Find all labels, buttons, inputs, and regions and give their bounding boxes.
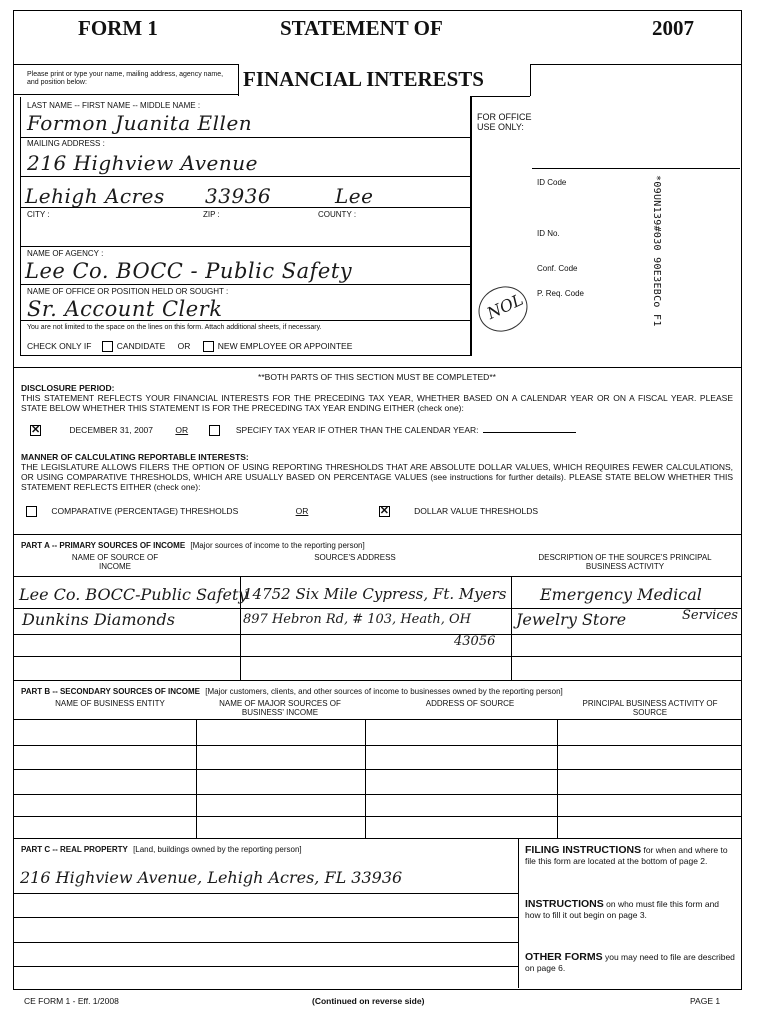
nol-stamp-text: NOL (483, 289, 527, 324)
december-checkbox[interactable] (30, 425, 41, 436)
filing-instructions (525, 845, 735, 866)
vertical-code (648, 175, 664, 350)
city-field[interactable]: Lehigh Acres (25, 184, 165, 208)
part-b-col2: NAME OF MAJOR SOURCES OF BUSINESS' INCOME (219, 699, 341, 717)
instructions-text: on who must file this form and how to fill it out begin on page 3. (525, 899, 720, 920)
zip-field[interactable]: 33936 (205, 184, 272, 208)
part-a-row1-address[interactable]: 14752 Six Mile Cypress, Ft. Myers (243, 585, 507, 603)
instructions-block (525, 899, 735, 920)
manner-options (26, 506, 538, 517)
other-forms-text: you may need to file are described on page 6. (525, 952, 735, 973)
office-use-label: FOR OFFICE USE ONLY: (477, 112, 532, 132)
manner-text: THE LEGISLATURE ALLOWS FILERS THE OPTION OF USING REPORTING THRESHOLDS THAT ARE ABSOLUTE DOLLAR VALUES, WHICH REQUIRES FEWER CALCULATIONS, OR USING COMPARATIVE THRESHOLDS, WHICH ARE USUALLY BASED ON PERCENTAGE VALUES (see instructions for further details). PLEASE STATE BELOW WHETHER THIS STATEMENT REFLECTS EITHER (check one): (21, 462, 733, 492)
id-no-label: ID No. (537, 229, 560, 238)
dollar-option: DOLLAR VALUE THRESHOLDS (414, 506, 539, 516)
comparative-checkbox[interactable] (26, 506, 37, 517)
footer-form-id: CE FORM 1 - Eff. 1/2008 (24, 996, 119, 1006)
county-field[interactable]: Lee (335, 184, 374, 208)
period-text: THIS STATEMENT REFLECTS YOUR FINANCIAL INTERESTS FOR THE PRECEDING TAX YEAR, WHETHER BASED ON A CALENDAR YEAR OR ON A FISCAL YEAR. PLEASE STATE BELOW WHETHER THIS STATEMENT IS FOR THE PRECEDING TAX YEAR ENDING EITHER (check one): (21, 393, 733, 413)
form-year: 2007 (652, 16, 694, 40)
new-employee-label: NEW EMPLOYEE OR APPOINTEE (217, 341, 353, 351)
part-c-row1[interactable]: 216 Highview Avenue, Lehigh Acres, FL 33936 (20, 868, 403, 887)
other-year-option: SPECIFY TAX YEAR IF OTHER THAN THE CALENDAR YEAR: (235, 425, 479, 435)
part-b-col1: NAME OF BUSINESS ENTITY (55, 699, 165, 708)
manner-or: OR (295, 506, 309, 516)
part-a-subheading: [Major sources of income to the reporting person] (190, 541, 365, 550)
agency-field[interactable]: Lee Co. BOCC - Public Safety (25, 259, 353, 283)
period-heading: DISCLOSURE PERIOD: (21, 383, 115, 393)
mailing-label: MAILING ADDRESS : (27, 139, 105, 148)
part-a-col2: SOURCE'S ADDRESS (314, 553, 396, 562)
part-b-heading-row (21, 687, 563, 696)
part-c-subheading: [Land, buildings owned by the reporting person] (133, 845, 302, 854)
filing-text: for when and where to file this form are located at the bottom of page 2. (525, 845, 728, 866)
form-label: FORM 1 (78, 16, 158, 40)
footer-page: PAGE 1 (690, 996, 721, 1006)
name-field[interactable]: Formon Juanita Ellen (27, 111, 253, 135)
p-req-code-label: P. Req. Code (537, 289, 584, 298)
county-label: COUNTY : (318, 210, 357, 219)
part-a-col1: NAME OF SOURCE OF INCOME (71, 553, 159, 571)
part-a-row1-desc[interactable]: Emergency Medical (540, 585, 702, 604)
part-a-heading-row (21, 541, 365, 550)
check-only-row (27, 341, 352, 352)
part-b-col4: PRINCIPAL BUSINESS ACTIVITY OF SOURCE (582, 699, 718, 717)
city-label: CITY : (27, 210, 50, 219)
conf-code-label: Conf. Code (537, 264, 578, 273)
title-line2: FINANCIAL INTERESTS (243, 67, 484, 91)
new-employee-checkbox[interactable] (203, 341, 214, 352)
or-label: OR (177, 341, 191, 351)
other-forms-title: OTHER FORMS (525, 951, 603, 963)
check-only-label: CHECK ONLY IF (27, 341, 92, 351)
position-label: NAME OF OFFICE OR POSITION HELD OR SOUGHT : (27, 287, 229, 296)
other-year-field[interactable] (483, 432, 576, 433)
part-a-row2-name[interactable]: Dunkins Diamonds (22, 610, 175, 629)
dollar-checkbox[interactable] (379, 506, 390, 517)
position-field[interactable]: Sr. Account Clerk (27, 297, 223, 321)
footer-continued: (Continued on reverse side) (312, 996, 425, 1006)
both-parts-note: **BOTH PARTS OF THIS SECTION MUST BE COMPLETED** (258, 372, 496, 382)
part-a-row2-desc-extra[interactable]: Services (682, 608, 738, 623)
mailing-address-field[interactable]: 216 Highview Avenue (27, 151, 258, 175)
zip-label: ZIP : (203, 210, 220, 219)
title-line1: STATEMENT OF (280, 16, 443, 40)
part-a-row2-desc[interactable]: Jewelry Store (516, 610, 627, 629)
candidate-label: CANDIDATE (116, 341, 166, 351)
other-year-checkbox[interactable] (209, 425, 220, 436)
instructions-title: INSTRUCTIONS (525, 898, 604, 910)
filing-title: FILING INSTRUCTIONS (525, 844, 642, 856)
print-instruction: Please print or type your name, mailing address, agency name, and position below: (27, 71, 224, 86)
december-option: DECEMBER 31, 2007 (69, 425, 153, 435)
id-code-label: ID Code (537, 178, 567, 187)
part-b-subheading: [Major customers, clients, and other sources of income to businesses owned by the reporting person] (205, 687, 563, 696)
comparative-option: COMPARATIVE (PERCENTAGE) THRESHOLDS (51, 506, 239, 516)
period-or: OR (175, 425, 189, 435)
manner-heading: MANNER OF CALCULATING REPORTABLE INTERESTS: (21, 452, 249, 462)
agency-label: NAME OF AGENCY : (27, 249, 104, 258)
part-c-heading: PART C -- REAL PROPERTY (21, 845, 128, 854)
name-label: LAST NAME -- FIRST NAME -- MIDDLE NAME : (27, 101, 201, 110)
part-a-row3-address[interactable]: 43056 (454, 634, 496, 649)
candidate-checkbox[interactable] (102, 341, 113, 352)
part-b-heading: PART B -- SECONDARY SOURCES OF INCOME (21, 687, 200, 696)
part-a-row2-address[interactable]: 897 Hebron Rd, # 103, Heath, OH (243, 612, 471, 627)
vertical-code-text: *09UN139#030 90E3EBCo F1 (651, 175, 662, 327)
other-forms-block (525, 952, 735, 973)
part-c-heading-row (21, 845, 302, 854)
period-options (30, 425, 576, 436)
part-a-col3: DESCRIPTION OF THE SOURCE'S PRINCIPAL BUSINESS ACTIVITY (538, 553, 712, 571)
part-a-heading: PART A -- PRIMARY SOURCES OF INCOME (21, 541, 186, 550)
part-a-row1-name[interactable]: Lee Co. BOCC-Public Safety (19, 585, 248, 604)
part-b-col3: ADDRESS OF SOURCE (425, 699, 515, 708)
space-note: You are not limited to the space on the lines on this form. Attach additional sheets, if necessary. (27, 324, 322, 331)
